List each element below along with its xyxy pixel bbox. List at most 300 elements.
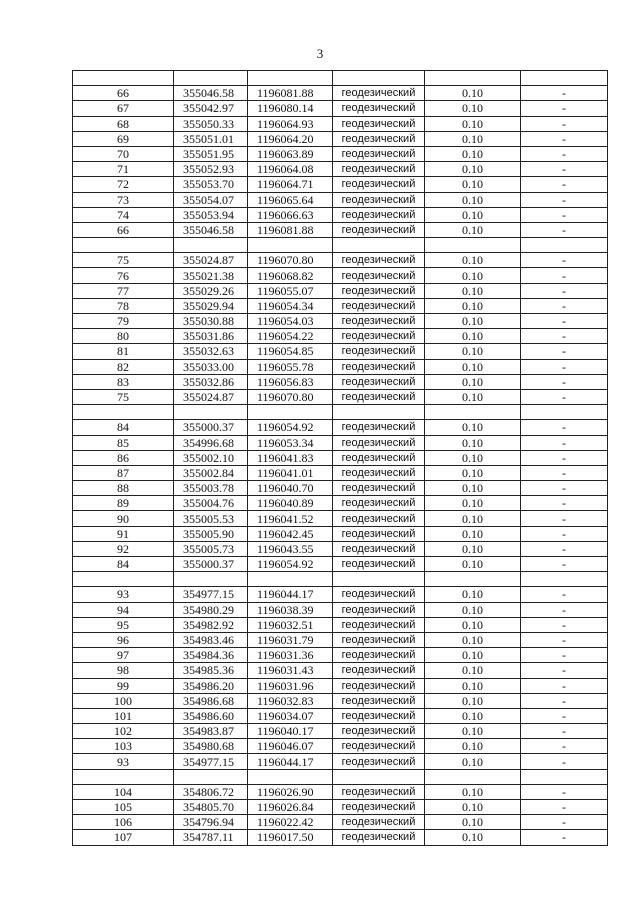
accuracy-cell: 0.10 [425, 663, 521, 678]
point-number-cell: 107 [73, 830, 174, 845]
accuracy-cell: 0.10 [425, 830, 521, 845]
accuracy-cell: 0.10 [425, 435, 521, 450]
point-number-cell: 88 [73, 481, 174, 496]
description-cell: - [521, 207, 608, 222]
y-coordinate-cell: 1196056.83 [248, 374, 333, 389]
method-cell: геодезический [333, 739, 425, 754]
method-cell: геодезический [333, 344, 425, 359]
point-number-cell: 79 [73, 314, 174, 329]
description-cell: - [521, 496, 608, 511]
y-coordinate-cell [248, 572, 333, 587]
x-coordinate-cell: 354977.15 [174, 587, 248, 602]
method-cell: геодезический [333, 541, 425, 556]
point-number-cell: 81 [73, 344, 174, 359]
description-cell: - [521, 389, 608, 404]
x-coordinate-cell: 355000.37 [174, 557, 248, 572]
description-cell: - [521, 541, 608, 556]
accuracy-cell: 0.10 [425, 724, 521, 739]
x-coordinate-cell: 355042.97 [174, 101, 248, 116]
x-coordinate-cell: 355054.07 [174, 192, 248, 207]
y-coordinate-cell: 1196044.17 [248, 754, 333, 769]
table-row [73, 162, 608, 177]
method-cell: геодезический [333, 86, 425, 101]
x-coordinate-cell: 355004.76 [174, 496, 248, 511]
accuracy-cell: 0.10 [425, 815, 521, 830]
y-coordinate-cell: 1196017.50 [248, 830, 333, 845]
point-number-cell [73, 769, 174, 784]
description-cell: - [521, 784, 608, 799]
table-row [73, 557, 608, 572]
accuracy-cell: 0.10 [425, 708, 521, 723]
y-coordinate-cell: 1196066.63 [248, 207, 333, 222]
x-coordinate-cell: 355005.73 [174, 541, 248, 556]
accuracy-cell: 0.10 [425, 526, 521, 541]
description-cell: - [521, 693, 608, 708]
method-cell: геодезический [333, 222, 425, 237]
accuracy-cell: 0.10 [425, 207, 521, 222]
accuracy-cell [425, 405, 521, 420]
accuracy-cell: 0.10 [425, 314, 521, 329]
description-cell: - [521, 678, 608, 693]
separator-row [73, 769, 608, 784]
y-coordinate-cell: 1196054.92 [248, 557, 333, 572]
method-cell [333, 238, 425, 253]
description-cell: - [521, 131, 608, 146]
description-cell: - [521, 86, 608, 101]
y-coordinate-cell: 1196040.17 [248, 724, 333, 739]
accuracy-cell: 0.10 [425, 784, 521, 799]
x-coordinate-cell: 355051.95 [174, 146, 248, 161]
method-cell: геодезический [333, 329, 425, 344]
x-coordinate-cell: 355005.90 [174, 526, 248, 541]
point-number-cell: 80 [73, 329, 174, 344]
x-coordinate-cell [174, 238, 248, 253]
description-cell: - [521, 329, 608, 344]
accuracy-cell: 0.10 [425, 496, 521, 511]
y-coordinate-cell [248, 238, 333, 253]
description-cell: - [521, 374, 608, 389]
table-row [73, 146, 608, 161]
accuracy-cell: 0.10 [425, 344, 521, 359]
separator-row [73, 238, 608, 253]
point-number-cell: 84 [73, 557, 174, 572]
y-coordinate-cell [248, 769, 333, 784]
method-cell: геодезический [333, 648, 425, 663]
accuracy-cell [425, 572, 521, 587]
table-row [73, 784, 608, 799]
description-cell: - [521, 830, 608, 845]
description-cell: - [521, 481, 608, 496]
table-row [73, 800, 608, 815]
x-coordinate-cell: 354787.11 [174, 830, 248, 845]
method-cell: геодезический [333, 815, 425, 830]
y-coordinate-cell: 1196031.79 [248, 632, 333, 647]
method-cell [333, 769, 425, 784]
x-coordinate-cell: 355052.93 [174, 162, 248, 177]
accuracy-cell: 0.10 [425, 541, 521, 556]
method-cell: геодезический [333, 557, 425, 572]
y-coordinate-cell: 1196063.89 [248, 146, 333, 161]
x-coordinate-cell: 354996.68 [174, 435, 248, 450]
description-cell: - [521, 344, 608, 359]
x-coordinate-cell [174, 769, 248, 784]
method-cell: геодезический [333, 116, 425, 131]
accuracy-cell: 0.10 [425, 359, 521, 374]
table-row [73, 754, 608, 769]
x-coordinate-cell: 355032.63 [174, 344, 248, 359]
x-coordinate-cell: 354980.29 [174, 602, 248, 617]
method-cell: геодезический [333, 587, 425, 602]
table-row [73, 420, 608, 435]
description-cell: - [521, 298, 608, 313]
y-coordinate-cell: 1196032.83 [248, 693, 333, 708]
accuracy-cell: 0.10 [425, 298, 521, 313]
method-cell: геодезический [333, 602, 425, 617]
y-coordinate-cell: 1196054.34 [248, 298, 333, 313]
y-coordinate-cell: 1196041.52 [248, 511, 333, 526]
table-row [73, 435, 608, 450]
method-cell: геодезический [333, 496, 425, 511]
table-row [73, 724, 608, 739]
point-number-cell: 91 [73, 526, 174, 541]
accuracy-cell: 0.10 [425, 465, 521, 480]
description-cell: - [521, 101, 608, 116]
point-number-cell: 66 [73, 86, 174, 101]
y-coordinate-cell: 1196031.36 [248, 648, 333, 663]
table-row [73, 192, 608, 207]
description-cell: - [521, 511, 608, 526]
accuracy-cell: 0.10 [425, 511, 521, 526]
description-cell: - [521, 359, 608, 374]
y-coordinate-cell [248, 71, 333, 86]
y-coordinate-cell: 1196031.43 [248, 663, 333, 678]
point-number-cell: 71 [73, 162, 174, 177]
x-coordinate-cell: 355033.00 [174, 359, 248, 374]
y-coordinate-cell: 1196042.45 [248, 526, 333, 541]
accuracy-cell: 0.10 [425, 177, 521, 192]
accuracy-cell: 0.10 [425, 450, 521, 465]
x-coordinate-cell: 354986.20 [174, 678, 248, 693]
accuracy-cell: 0.10 [425, 146, 521, 161]
method-cell: геодезический [333, 283, 425, 298]
method-cell: геодезический [333, 511, 425, 526]
accuracy-cell: 0.10 [425, 617, 521, 632]
accuracy-cell: 0.10 [425, 754, 521, 769]
point-number-cell: 100 [73, 693, 174, 708]
y-coordinate-cell: 1196055.07 [248, 283, 333, 298]
method-cell: геодезический [333, 632, 425, 647]
method-cell: геодезический [333, 131, 425, 146]
description-cell: - [521, 465, 608, 480]
method-cell: геодезический [333, 678, 425, 693]
method-cell: геодезический [333, 359, 425, 374]
point-number-cell [73, 238, 174, 253]
accuracy-cell [425, 769, 521, 784]
accuracy-cell: 0.10 [425, 420, 521, 435]
table-row [73, 587, 608, 602]
point-number-cell: 83 [73, 374, 174, 389]
accuracy-cell: 0.10 [425, 557, 521, 572]
method-cell: геодезический [333, 298, 425, 313]
table-row [73, 617, 608, 632]
x-coordinate-cell: 354977.15 [174, 754, 248, 769]
table-row [73, 450, 608, 465]
y-coordinate-cell: 1196044.17 [248, 587, 333, 602]
y-coordinate-cell: 1196054.03 [248, 314, 333, 329]
method-cell: геодезический [333, 177, 425, 192]
accuracy-cell: 0.10 [425, 329, 521, 344]
y-coordinate-cell: 1196064.71 [248, 177, 333, 192]
y-coordinate-cell: 1196053.34 [248, 435, 333, 450]
x-coordinate-cell: 355030.88 [174, 314, 248, 329]
description-cell: - [521, 314, 608, 329]
x-coordinate-cell: 354983.87 [174, 724, 248, 739]
accuracy-cell: 0.10 [425, 389, 521, 404]
table-row [73, 222, 608, 237]
method-cell: геодезический [333, 693, 425, 708]
table-row [73, 329, 608, 344]
table-row [73, 268, 608, 283]
method-cell: геодезический [333, 146, 425, 161]
method-cell: геодезический [333, 617, 425, 632]
x-coordinate-cell: 354796.94 [174, 815, 248, 830]
description-cell: - [521, 800, 608, 815]
point-number-cell: 93 [73, 754, 174, 769]
table-row [73, 344, 608, 359]
y-coordinate-cell: 1196043.55 [248, 541, 333, 556]
table-row [73, 389, 608, 404]
point-number-cell: 95 [73, 617, 174, 632]
point-number-cell [73, 71, 174, 86]
y-coordinate-cell: 1196038.39 [248, 602, 333, 617]
separator-row [73, 71, 608, 86]
method-cell: геодезический [333, 435, 425, 450]
y-coordinate-cell: 1196080.14 [248, 101, 333, 116]
y-coordinate-cell: 1196065.64 [248, 192, 333, 207]
table-row [73, 101, 608, 116]
x-coordinate-cell: 355024.87 [174, 253, 248, 268]
y-coordinate-cell: 1196064.93 [248, 116, 333, 131]
accuracy-cell: 0.10 [425, 222, 521, 237]
description-cell: - [521, 739, 608, 754]
method-cell: геодезический [333, 253, 425, 268]
point-number-cell: 106 [73, 815, 174, 830]
x-coordinate-cell: 354806.72 [174, 784, 248, 799]
method-cell: геодезический [333, 389, 425, 404]
y-coordinate-cell: 1196064.08 [248, 162, 333, 177]
point-number-cell: 82 [73, 359, 174, 374]
table-row [73, 465, 608, 480]
description-cell: - [521, 754, 608, 769]
method-cell: геодезический [333, 207, 425, 222]
x-coordinate-cell: 354983.46 [174, 632, 248, 647]
y-coordinate-cell: 1196064.20 [248, 131, 333, 146]
y-coordinate-cell: 1196068.82 [248, 268, 333, 283]
description-cell: - [521, 557, 608, 572]
x-coordinate-cell: 354982.92 [174, 617, 248, 632]
x-coordinate-cell: 354980.68 [174, 739, 248, 754]
description-cell: - [521, 724, 608, 739]
description-cell: - [521, 283, 608, 298]
point-number-cell: 86 [73, 450, 174, 465]
table-row [73, 374, 608, 389]
y-coordinate-cell: 1196040.89 [248, 496, 333, 511]
point-number-cell: 75 [73, 389, 174, 404]
table-row [73, 207, 608, 222]
point-number-cell: 93 [73, 587, 174, 602]
table-row [73, 359, 608, 374]
point-number-cell: 75 [73, 253, 174, 268]
y-coordinate-cell: 1196040.70 [248, 481, 333, 496]
accuracy-cell: 0.10 [425, 131, 521, 146]
point-number-cell: 78 [73, 298, 174, 313]
point-number-cell: 97 [73, 648, 174, 663]
description-cell: - [521, 526, 608, 541]
method-cell: геодезический [333, 268, 425, 283]
point-number-cell [73, 405, 174, 420]
accuracy-cell: 0.10 [425, 86, 521, 101]
description-cell: - [521, 116, 608, 131]
accuracy-cell: 0.10 [425, 283, 521, 298]
description-cell: - [521, 815, 608, 830]
y-coordinate-cell: 1196054.22 [248, 329, 333, 344]
method-cell: геодезический [333, 800, 425, 815]
table-row [73, 253, 608, 268]
x-coordinate-cell: 355003.78 [174, 481, 248, 496]
y-coordinate-cell: 1196032.51 [248, 617, 333, 632]
description-cell: - [521, 632, 608, 647]
y-coordinate-cell: 1196081.88 [248, 222, 333, 237]
description-cell [521, 572, 608, 587]
table-row [73, 86, 608, 101]
accuracy-cell [425, 238, 521, 253]
accuracy-cell: 0.10 [425, 268, 521, 283]
description-cell [521, 405, 608, 420]
method-cell: геодезический [333, 784, 425, 799]
x-coordinate-cell: 355050.33 [174, 116, 248, 131]
accuracy-cell: 0.10 [425, 648, 521, 663]
description-cell: - [521, 222, 608, 237]
coordinates-table-body [73, 71, 608, 846]
y-coordinate-cell: 1196041.01 [248, 465, 333, 480]
x-coordinate-cell: 354805.70 [174, 800, 248, 815]
point-number-cell: 105 [73, 800, 174, 815]
description-cell: - [521, 162, 608, 177]
description-cell: - [521, 708, 608, 723]
accuracy-cell: 0.10 [425, 678, 521, 693]
table-row [73, 526, 608, 541]
point-number-cell: 103 [73, 739, 174, 754]
x-coordinate-cell: 354985.36 [174, 663, 248, 678]
method-cell: геодезический [333, 450, 425, 465]
table-row [73, 298, 608, 313]
y-coordinate-cell: 1196070.80 [248, 253, 333, 268]
table-row [73, 648, 608, 663]
separator-row [73, 405, 608, 420]
point-number-cell: 90 [73, 511, 174, 526]
point-number-cell: 70 [73, 146, 174, 161]
table-row [73, 602, 608, 617]
point-number-cell [73, 572, 174, 587]
accuracy-cell: 0.10 [425, 374, 521, 389]
y-coordinate-cell: 1196055.78 [248, 359, 333, 374]
x-coordinate-cell: 355046.58 [174, 86, 248, 101]
description-cell: - [521, 587, 608, 602]
method-cell: геодезический [333, 314, 425, 329]
x-coordinate-cell: 355002.10 [174, 450, 248, 465]
point-number-cell: 67 [73, 101, 174, 116]
description-cell: - [521, 192, 608, 207]
method-cell: геодезический [333, 481, 425, 496]
point-number-cell: 89 [73, 496, 174, 511]
method-cell: геодезический [333, 192, 425, 207]
point-number-cell: 98 [73, 663, 174, 678]
table-row [73, 283, 608, 298]
table-row [73, 693, 608, 708]
description-cell [521, 238, 608, 253]
y-coordinate-cell: 1196054.85 [248, 344, 333, 359]
point-number-cell: 66 [73, 222, 174, 237]
point-number-cell: 92 [73, 541, 174, 556]
x-coordinate-cell: 355031.86 [174, 329, 248, 344]
method-cell: геодезический [333, 708, 425, 723]
y-coordinate-cell: 1196034.07 [248, 708, 333, 723]
accuracy-cell: 0.10 [425, 101, 521, 116]
method-cell: геодезический [333, 526, 425, 541]
accuracy-cell: 0.10 [425, 192, 521, 207]
table-row [73, 116, 608, 131]
table-row [73, 739, 608, 754]
x-coordinate-cell [174, 71, 248, 86]
accuracy-cell: 0.10 [425, 602, 521, 617]
description-cell: - [521, 420, 608, 435]
method-cell: геодезический [333, 754, 425, 769]
accuracy-cell: 0.10 [425, 481, 521, 496]
x-coordinate-cell: 355029.94 [174, 298, 248, 313]
x-coordinate-cell: 355024.87 [174, 389, 248, 404]
method-cell [333, 405, 425, 420]
description-cell: - [521, 177, 608, 192]
table-row [73, 541, 608, 556]
description-cell: - [521, 663, 608, 678]
accuracy-cell: 0.10 [425, 693, 521, 708]
table-row [73, 632, 608, 647]
x-coordinate-cell: 355005.53 [174, 511, 248, 526]
method-cell: геодезический [333, 724, 425, 739]
point-number-cell: 96 [73, 632, 174, 647]
method-cell: геодезический [333, 465, 425, 480]
x-coordinate-cell: 354986.68 [174, 693, 248, 708]
table-row [73, 496, 608, 511]
separator-row [73, 572, 608, 587]
accuracy-cell: 0.10 [425, 253, 521, 268]
point-number-cell: 99 [73, 678, 174, 693]
x-coordinate-cell: 355051.01 [174, 131, 248, 146]
accuracy-cell [425, 71, 521, 86]
x-coordinate-cell: 355021.38 [174, 268, 248, 283]
x-coordinate-cell: 355002.84 [174, 465, 248, 480]
method-cell: геодезический [333, 420, 425, 435]
x-coordinate-cell: 355053.94 [174, 207, 248, 222]
accuracy-cell: 0.10 [425, 116, 521, 131]
description-cell [521, 769, 608, 784]
description-cell: - [521, 253, 608, 268]
y-coordinate-cell: 1196081.88 [248, 86, 333, 101]
x-coordinate-cell: 355000.37 [174, 420, 248, 435]
x-coordinate-cell: 355029.26 [174, 283, 248, 298]
table-row [73, 314, 608, 329]
method-cell [333, 71, 425, 86]
